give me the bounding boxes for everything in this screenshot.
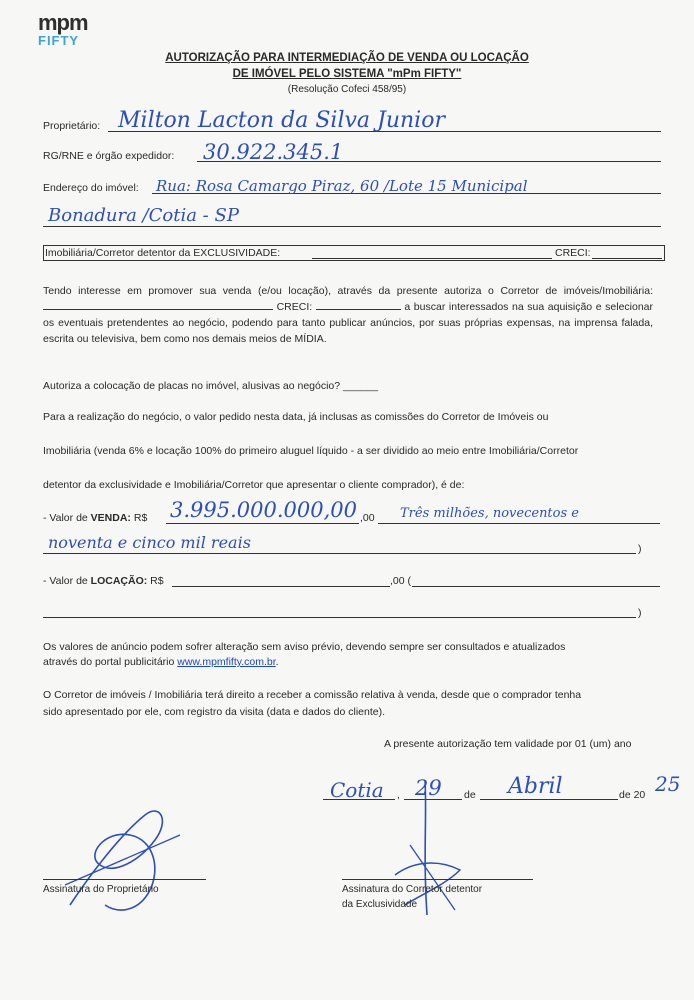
value-intro-line3: detentor da exclusividade e Imobiliária/Corretor que apresentar o cliente comprador), é de: <box>43 479 465 491</box>
sale-cents: ,00 <box>360 512 375 524</box>
address-label: Endereço do imóvel: <box>43 182 139 194</box>
value-intro-line2: Imobiliária (venda 6% e locação 100% do primeiro aluguel líquido - a ser dividido ao meio entre Imobiliária/Corretor <box>43 445 579 457</box>
intro-paragraph <box>43 283 653 347</box>
commission-line2: sido apresentado por ele, com registro da visita (data e dados do cliente). <box>43 706 386 718</box>
owner-signature <box>60 795 190 925</box>
rg-label: RG/RNE e órgão expedidor: <box>43 150 175 162</box>
document-title-line2: DE IMÓVEL PELO SISTEMA "mPm FIFTY" <box>232 68 462 80</box>
date-de2: de 20 <box>619 789 646 801</box>
owner-label: Proprietário: <box>43 120 101 132</box>
rent-label-bold: LOCAÇÃO: <box>90 575 148 587</box>
exclusivity-creci-line <box>592 258 662 259</box>
broker-signature-line <box>342 879 533 880</box>
address-value-line2: Bonadura /Cotia - SP <box>48 205 239 226</box>
rent-close-paren: ) <box>638 607 642 619</box>
month-line <box>480 799 618 800</box>
value-intro-line1: Para a realização do negócio, o valor pedido nesta data, já inclusas as comissões do Corretor de Imóveis ou <box>43 411 549 423</box>
owner-signature-line <box>43 879 206 880</box>
rg-value: 30.922.345.1 <box>203 140 344 164</box>
sale-currency: R$ <box>133 512 148 524</box>
rent-currency: R$ <box>150 575 164 587</box>
sale-label <box>43 512 147 524</box>
notice-line1: Os valores de anúncio podem sofrer alteração sem aviso prévio, devendo sempre ser consultados e atualizados <box>43 641 566 653</box>
validity-statement: A presente autorização tem validade por 01 (um) ano <box>384 738 632 750</box>
sale-words-line1-text: Três milhões, novecentos e <box>400 506 579 521</box>
address-line2 <box>43 226 661 227</box>
exclusivity-creci-label: CRECI: <box>555 247 591 259</box>
logo-line2: FIFTY <box>38 33 80 48</box>
date-year-suffix: 25 <box>655 772 681 796</box>
date-city: Cotia <box>330 778 384 802</box>
sale-close-paren: ) <box>638 543 642 555</box>
sale-value-line <box>166 523 359 524</box>
broker-signature-label-line2: da Exclusividade <box>342 899 418 910</box>
exclusivity-line <box>312 258 552 259</box>
date-month: Abril <box>508 774 563 799</box>
document-subtitle: (Resolução Cofeci 458/95) <box>287 84 407 95</box>
mpm-fifty-logo <box>38 12 98 48</box>
notice-line2-suffix: . <box>275 656 279 668</box>
owner-signature-label: Assinatura do Proprietário <box>43 884 159 895</box>
portal-link[interactable]: www.mpmfifty.com.br <box>177 656 276 668</box>
plates-question: Autoriza a colocação de placas no imóvel, alusivas ao negócio? ______ <box>43 380 379 392</box>
sale-words-line2 <box>43 553 636 554</box>
broker-signature-label-line1: Assinatura do Corretor detentor <box>342 884 483 895</box>
sale-value: 3.995.000.000,00 <box>170 498 358 522</box>
date-de1: de <box>464 789 476 801</box>
document-title-line1: AUTORIZAÇÃO PARA INTERMEDIAÇÃO DE VENDA OU LOCAÇÃO <box>165 52 529 64</box>
notice-line2 <box>43 656 279 668</box>
rent-label <box>43 575 164 587</box>
broker-name-line <box>43 299 273 310</box>
rent-value-line <box>172 586 390 587</box>
intro-creci-label: CRECI: <box>276 301 313 313</box>
rent-words-line2 <box>43 617 636 618</box>
address-value-line1: Rua: Rosa Camargo Piraz, 60 /Lote 15 Municipal <box>156 177 528 195</box>
rent-cents: ,00 ( <box>390 575 412 587</box>
exclusivity-box <box>43 245 665 261</box>
commission-line1: O Corretor de imóveis / Imobiliária terá direito a receber a comissão relativa à venda, desde que o comprador tenha <box>43 689 582 701</box>
sale-label-bold: VENDA: <box>90 512 131 524</box>
date-day: 29 <box>415 776 442 800</box>
rent-label-prefix: - Valor de <box>43 575 91 587</box>
date-comma: , <box>397 789 400 801</box>
sale-words-line2-text: noventa e cinco mil reais <box>48 533 251 552</box>
exclusivity-label: Imobiliária/Corretor detentor da EXCLUSIVIDADE: <box>45 247 281 259</box>
sale-label-prefix: - Valor de <box>43 512 91 524</box>
notice-line2-prefix: através do portal publicitário <box>43 656 178 668</box>
intro-part2: a buscar interessados na sua aquisição e selecionar os eventuais pretendentes ao negócio, podendo para tanto publicar anúncios, por suas próprias expensas, na imprensa falada, escrita ou televisiva, bem como nos demais meios de MÍDIA. <box>43 301 654 345</box>
sale-words-line1 <box>378 523 660 524</box>
owner-value: Milton Lacton da Silva Junior <box>118 108 445 133</box>
logo-line1: mpm <box>38 10 88 35</box>
intro-creci-line <box>316 299 401 310</box>
rent-words-line1 <box>412 586 660 587</box>
intro-part1: Tendo interesse em promover sua venda (e/ou locação), através da presente autoriza o Corretor de imóveis/Imobiliária: <box>43 285 653 297</box>
